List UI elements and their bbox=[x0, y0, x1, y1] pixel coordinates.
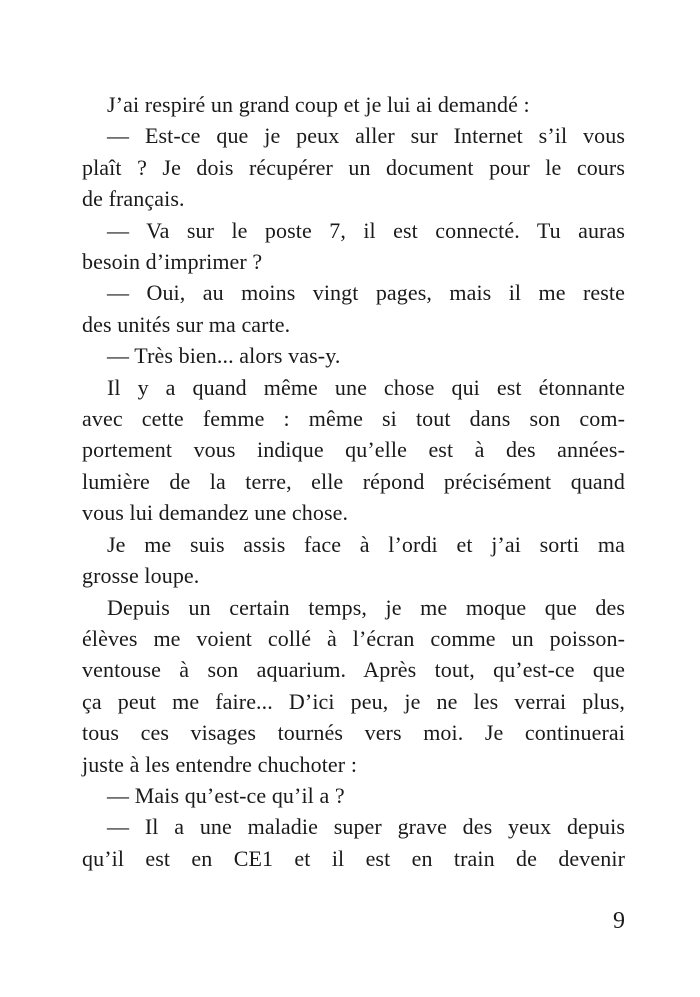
text-line: des unités sur ma carte. bbox=[82, 311, 291, 337]
text-line: plaît ? Je dois récupérer un document pour le cours bbox=[82, 154, 625, 180]
text-line: portement vous indique qu’elle est à des années- bbox=[82, 437, 625, 463]
text-line: — Est-ce que je peux aller sur Internet s’il vous bbox=[107, 123, 625, 149]
page-number: 9 bbox=[613, 908, 625, 934]
text-line: ventouse à son aquarium. Après tout, qu’est-ce que bbox=[82, 657, 625, 683]
text-line: élèves me voient collé à l’écran comme un poisson- bbox=[82, 625, 625, 651]
text-line: besoin d’imprimer ? bbox=[82, 249, 263, 275]
text-line: qu’il est en CE1 et il est en train de devenir bbox=[82, 845, 625, 871]
text-line: grosse loupe. bbox=[82, 563, 200, 589]
text-line: J’ai respiré un grand coup et je lui ai demandé : bbox=[107, 92, 530, 117]
text-line: vous lui demandez une chose. bbox=[82, 500, 349, 526]
text-line: avec cette femme : même si tout dans son com- bbox=[82, 406, 625, 432]
text-line: — Oui, au moins vingt pages, mais il me reste bbox=[107, 280, 625, 306]
text-line: — Mais qu’est-ce qu’il a ? bbox=[107, 782, 345, 808]
text-line: — Il a une maladie super grave des yeux depuis bbox=[107, 814, 625, 840]
text-line: ça peut me faire... D’ici peu, je ne les verrai plus, bbox=[82, 688, 625, 714]
text-line: Je me suis assis face à l’ordi et j’ai sorti ma bbox=[107, 531, 625, 557]
text-block bbox=[82, 89, 625, 874]
text-line: lumière de la terre, elle répond précisément quand bbox=[82, 468, 625, 494]
text-line: Depuis un certain temps, je me moque que des bbox=[107, 594, 625, 620]
text-line: Il y a quand même une chose qui est étonnante bbox=[107, 374, 625, 400]
text-line: juste à les entendre chuchoter : bbox=[82, 751, 358, 777]
text-line: de français. bbox=[82, 186, 185, 212]
text-line: — Très bien... alors vas-y. bbox=[107, 343, 341, 369]
text-line: tous ces visages tournés vers moi. Je continuerai bbox=[82, 720, 625, 746]
text-line: — Va sur le poste 7, il est connecté. Tu auras bbox=[107, 217, 625, 243]
